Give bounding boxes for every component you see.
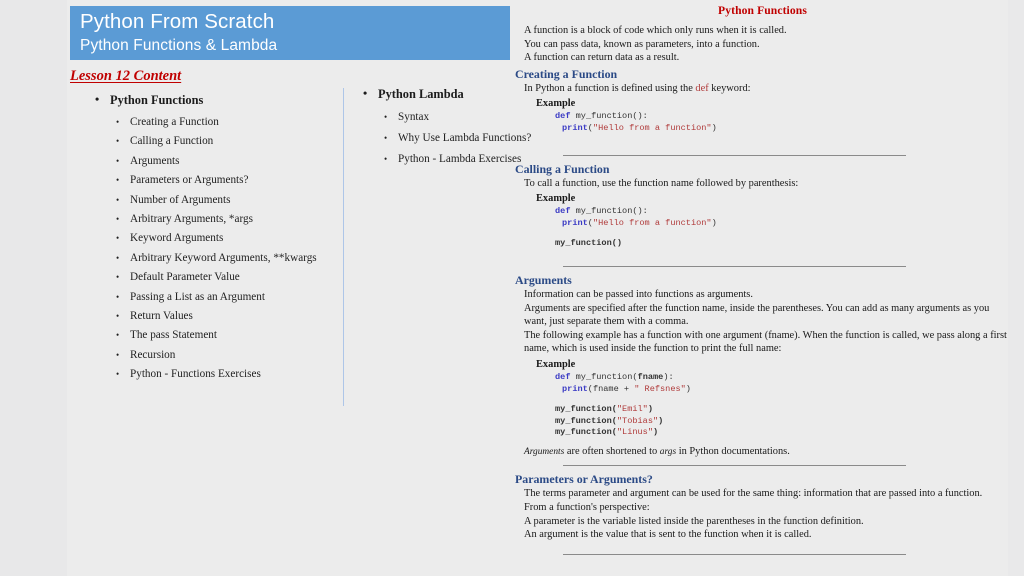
section-heading-parameters-or-arguments: Parameters or Arguments? (515, 472, 653, 487)
code-block: my_function() (555, 238, 623, 249)
inline-keyword-def: def (695, 82, 709, 94)
outline-column-divider (343, 88, 344, 406)
list-item[interactable]: • Number of Arguments (110, 191, 330, 210)
lesson-content-heading: Lesson 12 Content (70, 68, 182, 84)
code-block: my_function("Linus") (555, 427, 659, 438)
example-label: Example (536, 193, 576, 205)
outline-column-left (90, 92, 330, 388)
code-block: print("Hello from a function") (562, 217, 717, 228)
section-divider (563, 266, 906, 267)
section-paragraph: The terms parameter and argument can be used for the same thing: information that are passed into a function. (524, 488, 983, 500)
slide-panel (68, 0, 532, 576)
outline-column-right (358, 86, 538, 173)
intro-line: A function is a block of code which only runs when it is called. (524, 25, 787, 36)
intro-line: You can pass data, known as parameters, into a function. (524, 38, 760, 50)
list-item[interactable]: • Keyword Arguments (110, 229, 330, 248)
section-divider (563, 155, 906, 156)
outline-sublist-lambda (378, 107, 538, 170)
section-paragraph: A parameter is the variable listed inside the parentheses in the function definition. (524, 515, 864, 527)
page-left-gutter (0, 0, 67, 576)
slide-title-subtitle: Python Functions & Lambda (80, 37, 278, 54)
list-item[interactable]: • Creating a Function (110, 113, 330, 132)
list-item[interactable]: • Python - Lambda Exercises (378, 149, 538, 170)
code-block: print(fname + " Refsnes") (562, 383, 691, 394)
list-item[interactable]: • Why Use Lambda Functions? (378, 128, 538, 149)
section-divider (563, 554, 906, 555)
outline-group-python-lambda (358, 86, 538, 170)
doc-title: Python Functions (718, 4, 807, 17)
section-paragraph: To call a function, use the function name followed by parenthesis: (524, 177, 799, 189)
outline-group-python-functions (90, 92, 330, 385)
outline-sublist-functions (110, 113, 330, 385)
code-block: print("Hello from a function") (562, 122, 717, 133)
list-item[interactable]: • Return Values (110, 307, 330, 326)
list-item[interactable]: • Python - Functions Exercises (110, 365, 330, 384)
list-item[interactable]: • Calling a Function (110, 132, 330, 151)
section-paragraph: An argument is the value that is sent to the function when it is called. (524, 529, 812, 541)
list-item[interactable]: • Parameters or Arguments? (110, 171, 330, 190)
section-heading-arguments: Arguments (515, 272, 572, 287)
example-label: Example (536, 98, 576, 110)
section-heading-creating-a-function: Creating a Function (515, 66, 618, 81)
list-item[interactable]: • Syntax (378, 107, 538, 128)
list-item[interactable]: • Default Parameter Value (110, 268, 330, 287)
section-divider (563, 465, 906, 466)
outline-group-title: Python Lambda (378, 87, 464, 101)
code-block: my_function("Tobias") (555, 415, 664, 426)
section-paragraph: Arguments are specified after the function name, inside the parentheses. You can add as many arguments as you want, just separate them with a comma. (524, 302, 990, 328)
intro-line: A function can return data as a result. (524, 52, 680, 64)
section-paragraph: From a function's perspective: (524, 502, 650, 514)
section-paragraph: Information can be passed into functions as arguments. (524, 288, 753, 300)
page-right-gutter (1008, 0, 1024, 576)
example-label: Example (536, 358, 576, 370)
list-item[interactable]: • Arbitrary Keyword Arguments, **kwargs (110, 249, 330, 268)
list-item[interactable]: • Recursion (110, 346, 330, 365)
list-item[interactable]: • Arbitrary Arguments, *args (110, 210, 330, 229)
reference-document-panel (515, 0, 1010, 576)
section-heading-calling-a-function: Calling a Function (515, 161, 610, 176)
list-item[interactable]: • Arguments (110, 152, 330, 171)
arguments-note: Arguments are often shortened to args in Python documentations. (524, 445, 790, 457)
slide-title-banner (70, 6, 510, 60)
section-paragraph: The following example has a function with one argument (fname). When the function is called, we pass along a first name, which is used inside the function to print the full name: (524, 329, 1007, 355)
code-block: def my_function(fname): (555, 371, 674, 382)
code-block: my_function("Emil") (555, 404, 654, 415)
list-item[interactable]: • Passing a List as an Argument (110, 288, 330, 307)
slide-title-main: Python From Scratch (80, 10, 275, 33)
section-paragraph: In Python a function is defined using the def keyword: (524, 82, 751, 94)
code-block: def my_function(): (555, 206, 648, 217)
list-item[interactable]: • The pass Statement (110, 326, 330, 345)
code-block: def my_function(): (555, 111, 648, 122)
outline-group-title: Python Functions (110, 93, 204, 107)
